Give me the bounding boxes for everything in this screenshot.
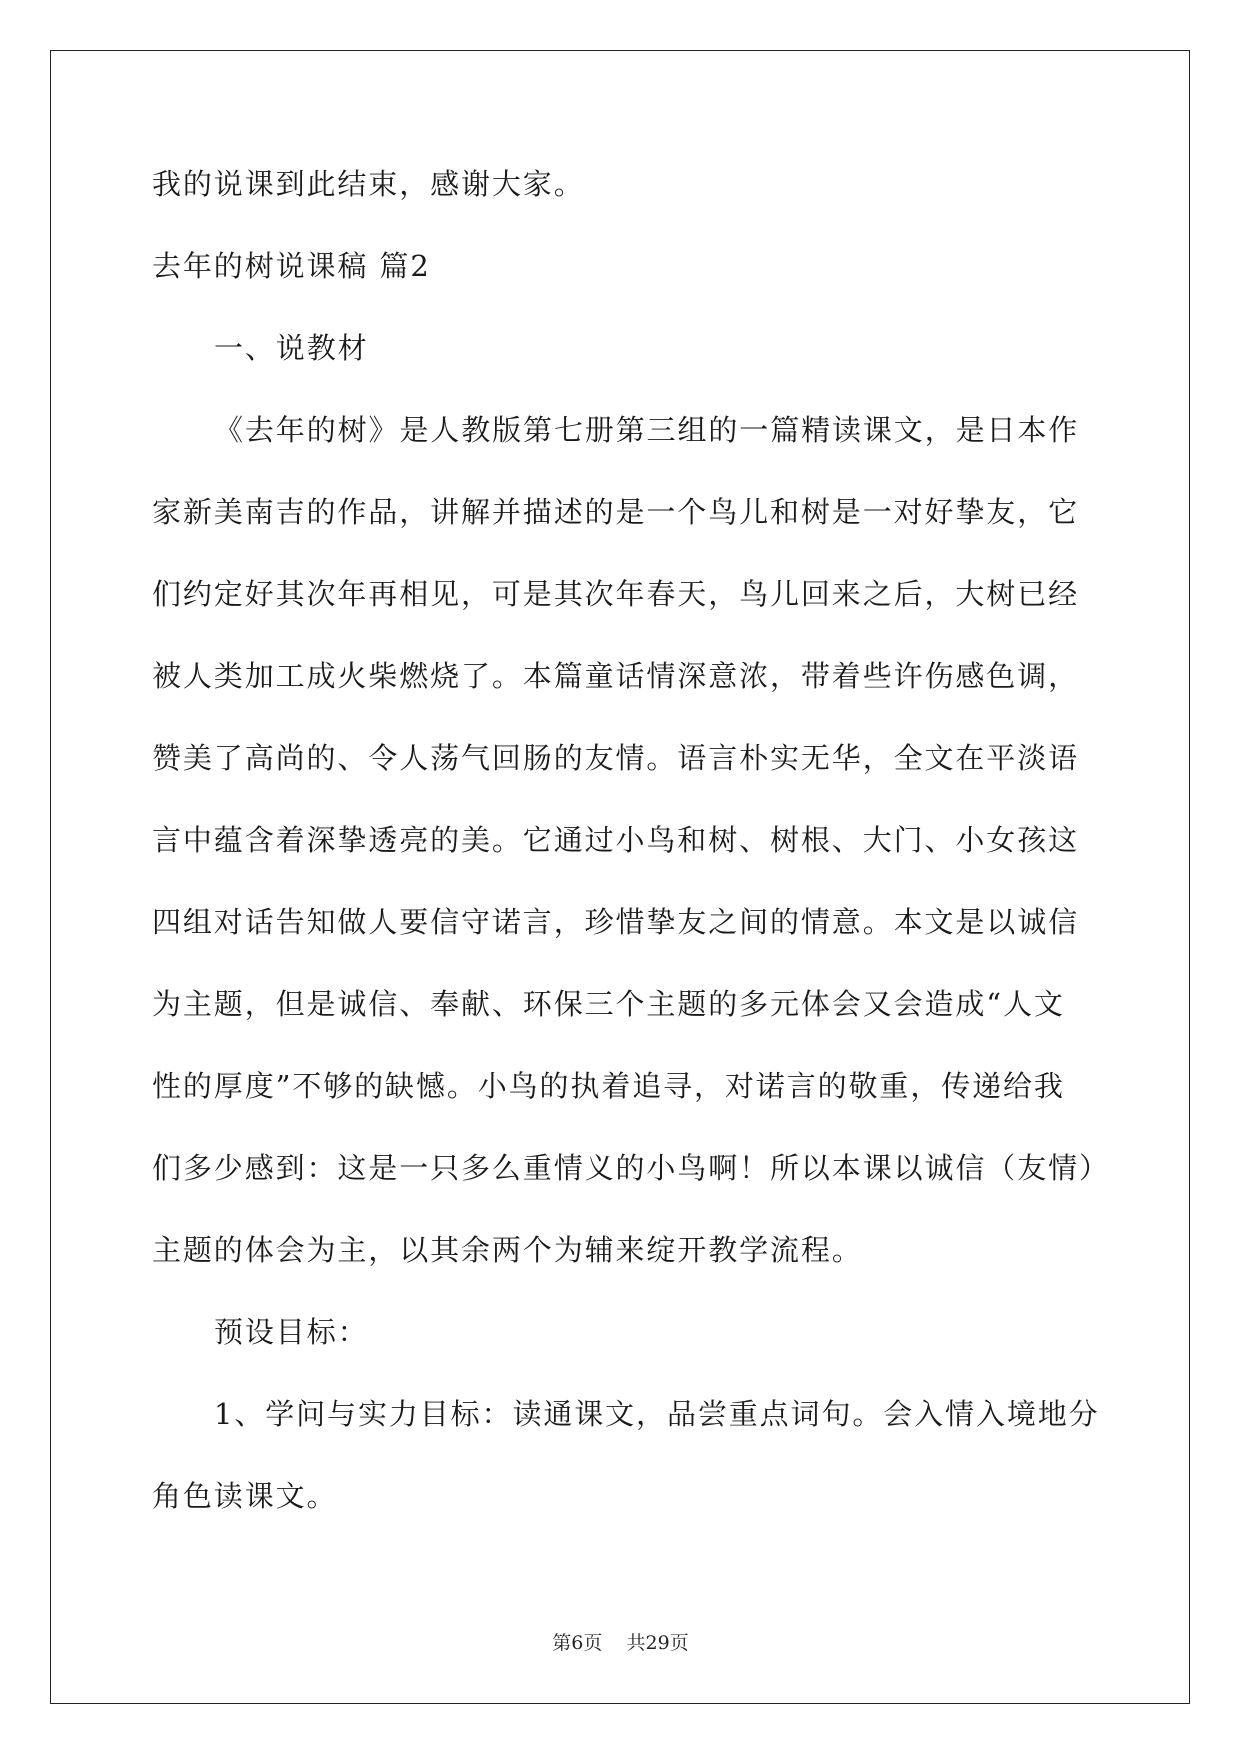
document-body (152, 160, 1112, 1554)
paragraph-line: 们约定好其次年再相见，可是其次年春天，鸟儿回来之后，大树已经 (152, 577, 1080, 611)
goal-item-1-continued: 角色读课文。 (152, 1479, 338, 1513)
paragraph-line: 性的厚度”不够的缺憾。小鸟的执着追寻，对诺言的敬重，传递给我 (152, 1069, 1065, 1103)
paragraph-line: 赞美了高尚的、令人荡气回肠的友情。语言朴实无华，全文在平淡语 (152, 741, 1080, 775)
subheading-teaching-material: 一、说教材 (214, 331, 369, 365)
paragraph-line: 们多少感到：这是一只多么重情义的小鸟啊！所以本课以诚信（友情） (152, 1151, 1110, 1185)
paragraph-line: 被人类加工成火柴燃烧了。本篇童话情深意浓，带着些许伤感色调， (152, 659, 1080, 693)
paragraph-line: 四组对话告知做人要信守诺言，珍惜挚友之间的情意。本文是以诚信 (152, 905, 1080, 939)
paragraph-line: 言中蕴含着深挚透亮的美。它通过小鸟和树、树根、大门、小女孩这 (152, 823, 1080, 857)
section-heading: 去年的树说课稿 篇2 (152, 249, 431, 283)
page-number-footer: 第6页 共29页 (552, 1632, 689, 1654)
paragraph-line: 为主题，但是诚信、奉献、环保三个主题的多元体会又会造成“人文 (152, 987, 1065, 1021)
closing-line: 我的说课到此结束，感谢大家。 (152, 167, 585, 201)
preset-goals-label: 预设目标： (214, 1315, 369, 1349)
paragraph-line: 主题的体会为主，以其余两个为辅来绽开教学流程。 (152, 1233, 863, 1267)
paragraph-line: 《去年的树》是人教版第七册第三组的一篇精读课文，是日本作 (214, 413, 1080, 447)
paragraph-line: 家新美南吉的作品，讲解并描述的是一个鸟儿和树是一对好挚友，它 (152, 495, 1080, 529)
goal-item-1: 1、学问与实力目标：读通课文，品尝重点词句。会入情入境地分 (214, 1397, 1100, 1431)
